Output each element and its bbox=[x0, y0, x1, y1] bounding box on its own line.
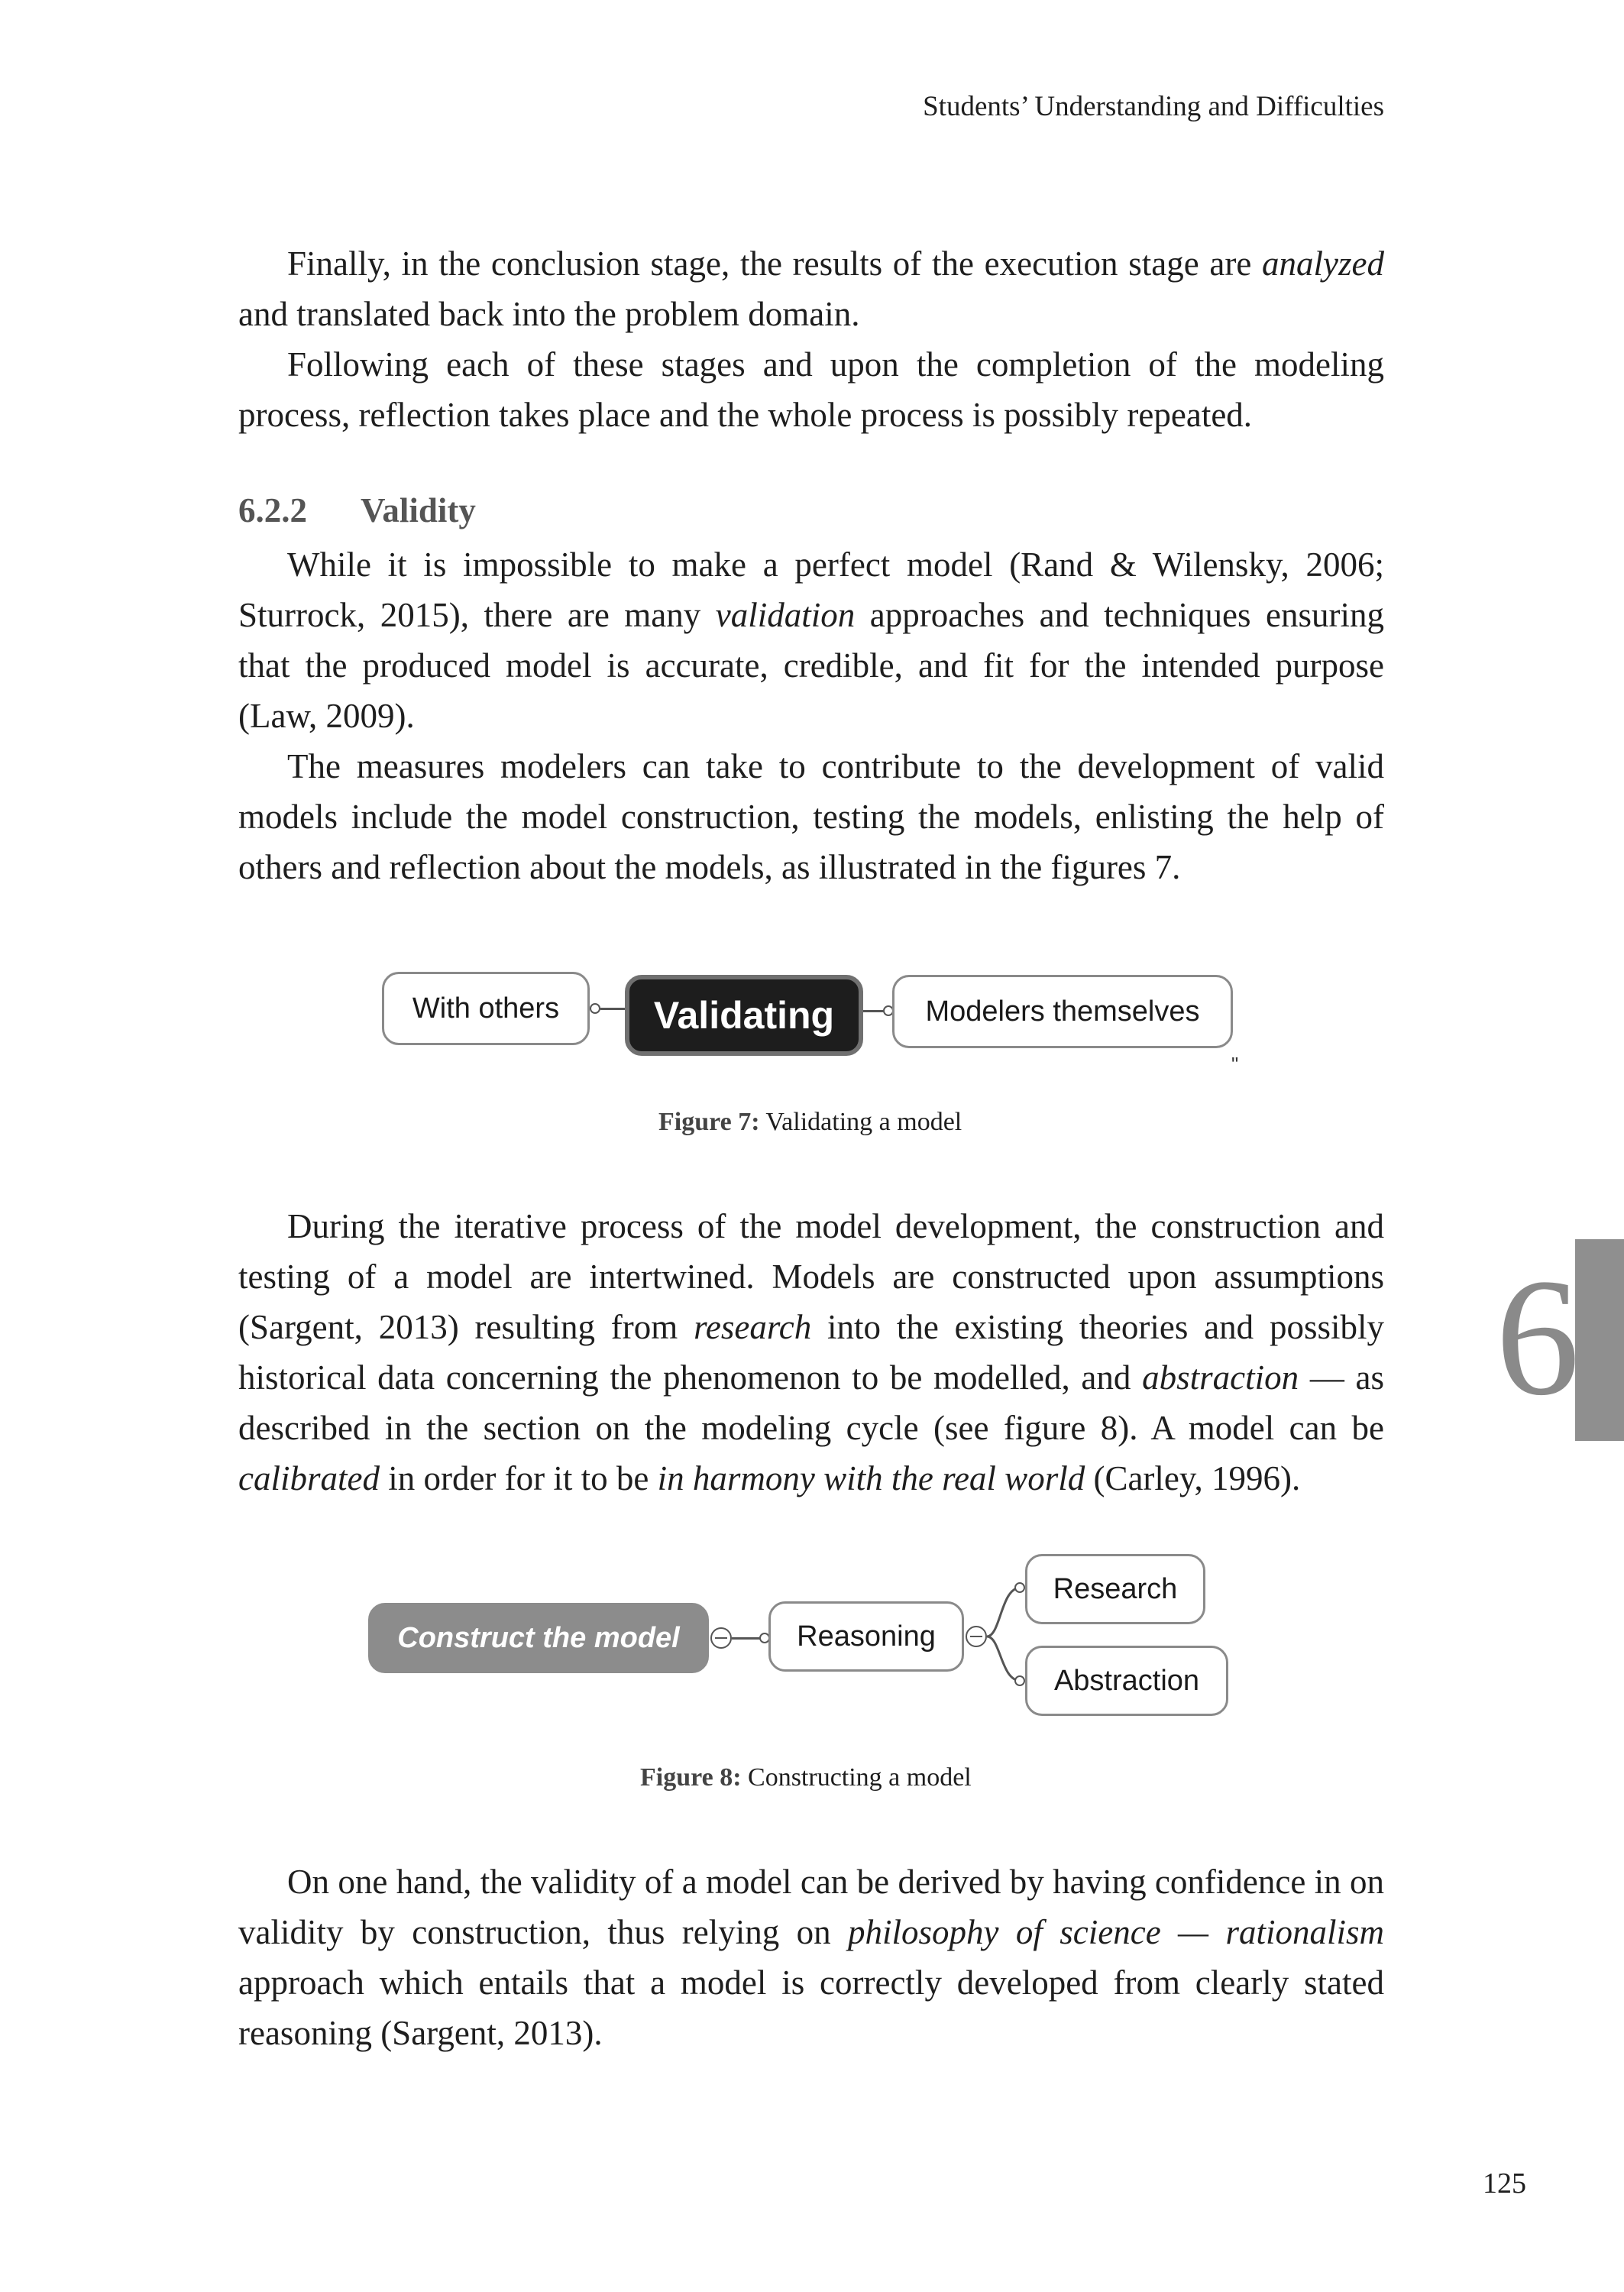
text-run: — as described in the section on the modeling cycle (see figure 8). A model can be bbox=[238, 1358, 1384, 1447]
section-number: 6.2.2 bbox=[238, 491, 307, 529]
construction-text-block bbox=[238, 1201, 1384, 1504]
figure-8-caption bbox=[640, 1763, 972, 1792]
collapse-icon bbox=[966, 1626, 987, 1647]
section-heading bbox=[238, 490, 476, 530]
paragraph-reflection: Following each of these stages and upon the completion of the modeling process, reflection takes place and the whole process is possibly repeated. bbox=[238, 345, 1384, 434]
caption-text: Constructing a model bbox=[741, 1763, 972, 1792]
intro-text-block bbox=[238, 238, 1384, 440]
text-run: approaches and techniques ensuring that the produced model is accurate, credible, and fit for the intended purpose (Law, 2009). bbox=[238, 596, 1384, 735]
paragraph-validation-approaches bbox=[238, 539, 1384, 741]
emphasis-analyzed: analyzed bbox=[1262, 244, 1384, 283]
section-title: Validity bbox=[361, 491, 476, 529]
emphasis-philosophy: philosophy of science — rationalism bbox=[848, 1913, 1384, 1951]
paragraph-iterative-process bbox=[238, 1201, 1384, 1504]
caption-text: Validating a model bbox=[759, 1108, 962, 1136]
emphasis-abstraction: abstraction bbox=[1142, 1358, 1299, 1397]
text-run: and translated back into the problem domain. bbox=[238, 295, 860, 333]
text-run: in order for it to be bbox=[379, 1459, 658, 1497]
figure-7-caption bbox=[658, 1108, 962, 1137]
caption-label: Figure 8: bbox=[640, 1763, 742, 1792]
paragraph-measures: The measures modelers can take to contribute to the development of valid models include the model construction, testing the models, enlisting the help of others and reflection about the models, as illustrated in the figures 7. bbox=[238, 747, 1384, 886]
node-abstraction: Abstraction bbox=[1025, 1646, 1228, 1716]
branch-connector bbox=[985, 1574, 1031, 1696]
node-with-others: With others bbox=[382, 972, 590, 1045]
emphasis-calibrated: calibrated bbox=[238, 1459, 380, 1497]
chapter-number: 6 bbox=[1496, 1244, 1580, 1430]
text-run: into the existing theories and possibly historical data concerning the phenomenon to be modelled, and bbox=[238, 1308, 1384, 1397]
emphasis-validation: validation bbox=[715, 596, 856, 634]
connector-dot bbox=[759, 1633, 770, 1643]
branch-line-bottom bbox=[987, 1636, 1021, 1681]
node-research: Research bbox=[1025, 1554, 1205, 1624]
node-modelers-themselves: Modelers themselves bbox=[892, 975, 1233, 1048]
validity-text-block bbox=[238, 539, 1384, 892]
node-reasoning: Reasoning bbox=[768, 1601, 964, 1672]
emphasis-research: research bbox=[694, 1308, 812, 1346]
text-run: approach which entails that a model is correctly developed from clearly stated reasoning (Sargent, 2013). bbox=[238, 1963, 1384, 2052]
text-run: During the iterative process of the model development, the construction and testing of a model are intertwined. Models are constructed upon assumptions (Sargent, 2013) resulting from bbox=[238, 1207, 1384, 1346]
branch-line-top bbox=[987, 1588, 1021, 1636]
text-run: (Carley, 1996). bbox=[1085, 1459, 1301, 1497]
node-validating: Validating bbox=[625, 975, 863, 1056]
emphasis-real-world: in harmony with the real world bbox=[657, 1459, 1085, 1497]
caption-label: Figure 7: bbox=[658, 1108, 760, 1136]
stray-mark: " bbox=[1231, 1053, 1239, 1076]
connector-line bbox=[600, 1008, 626, 1010]
connector-dot bbox=[590, 1003, 600, 1014]
connector-line bbox=[863, 1010, 888, 1012]
running-head: Students’ Understanding and Difficulties bbox=[923, 91, 1384, 122]
paragraph-conclusion-stage bbox=[238, 238, 1384, 339]
connector-dot bbox=[1014, 1675, 1025, 1686]
text-run: On one hand, the validity of a model can be derived by having confidence in on validity by construction, thus relying on bbox=[238, 1863, 1384, 1951]
text-run: Finally, in the conclusion stage, the results of the execution stage are bbox=[287, 244, 1263, 283]
node-construct-the-model: Construct the model bbox=[368, 1603, 709, 1673]
paragraph-rationalism bbox=[238, 1857, 1384, 2058]
text-run: While it is impossible to make a perfect model (Rand & Wilensky, 2006; Sturrock, 2015), there are many bbox=[238, 545, 1384, 634]
page-number: 125 bbox=[1483, 2167, 1526, 2200]
validity-construction-text-block bbox=[238, 1857, 1384, 2058]
connector-dot bbox=[883, 1005, 894, 1016]
connector-line bbox=[732, 1637, 764, 1640]
connector-dot bbox=[1014, 1582, 1025, 1593]
collapse-icon bbox=[710, 1627, 732, 1649]
chapter-tab bbox=[1575, 1239, 1624, 1441]
